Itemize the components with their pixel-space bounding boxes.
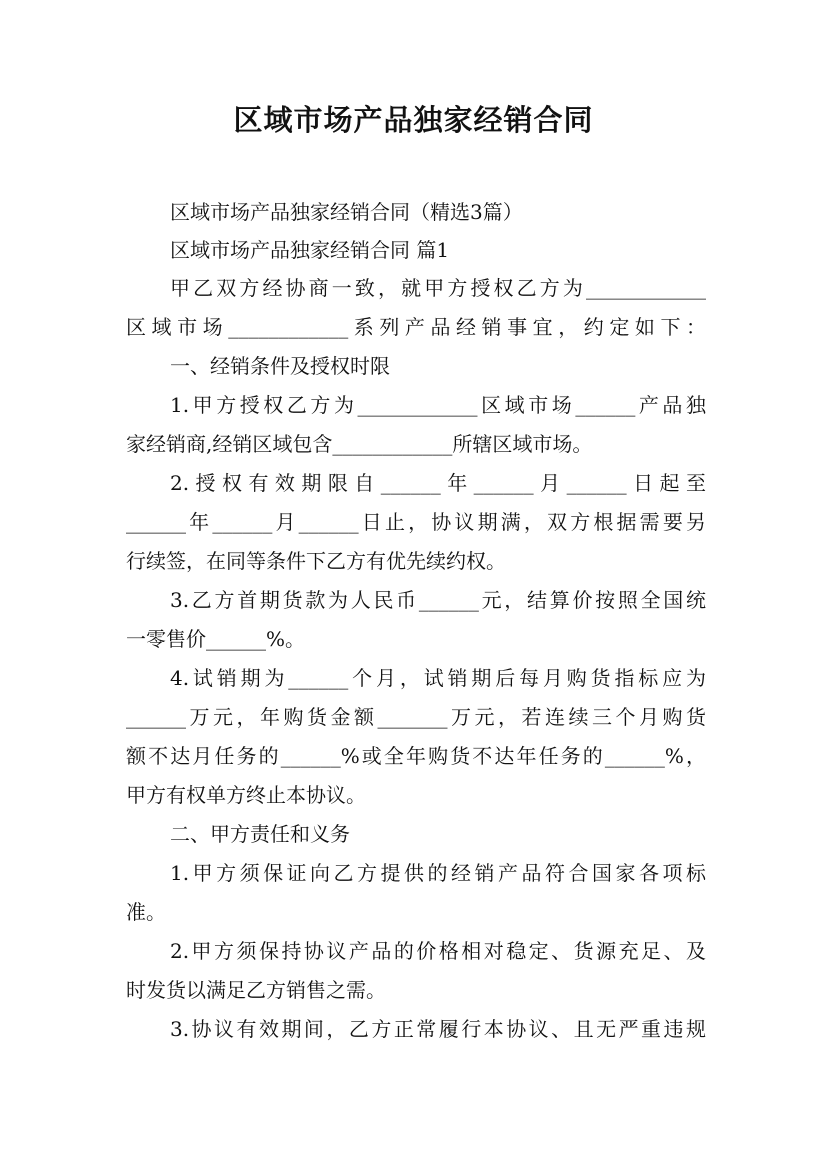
paragraph-line: 甲乙双方经协商一致，就甲方授权乙方为____________ <box>170 276 706 300</box>
clause-heading: 二、甲方责任和义务 <box>170 822 350 846</box>
paragraph-line: ______年______月______日止，协议期满，双方根据需要另 <box>126 510 706 534</box>
paragraph-line: 一零售价______%。 <box>126 627 306 651</box>
clause-heading: 一、经销条件及授权时限 <box>170 354 390 378</box>
paragraph-line: 4.试销期为______个月，试销期后每月购货指标应为 <box>170 666 706 690</box>
paragraph-line: 甲方有权单方终止本协议。 <box>126 783 366 807</box>
paragraph-line: 2.授权有效期限自______年______月______日起至 <box>170 471 706 495</box>
paragraph-line: 3.乙方首期货款为人民币______元，结算价按照全国统 <box>170 588 706 612</box>
paragraph-line: 1.甲方须保证向乙方提供的经销产品符合国家各项标 <box>170 861 706 885</box>
paragraph-line: 家经销商,经销区域包含____________所辖区域市场。 <box>126 432 593 456</box>
paragraph-line: 额不达月任务的______%或全年购货不达年任务的______%， <box>126 744 706 768</box>
paragraph-line: 行续签，在同等条件下乙方有优先续约权。 <box>126 549 506 573</box>
paragraph-line: ______万元，年购货金额_______万元，若连续三个月购货 <box>126 705 706 729</box>
section-heading: 区域市场产品独家经销合同 篇1 <box>170 238 450 262</box>
paragraph-line: 时发货以满足乙方销售之需。 <box>126 978 386 1002</box>
document-title: 区域市场产品独家经销合同 <box>233 103 594 137</box>
paragraph-line: 3.协议有效期间，乙方正常履行本协议、且无严重违规 <box>170 1017 706 1041</box>
paragraph-line: 区域市场____________系列产品经销事宜，约定如下： <box>126 315 706 339</box>
paragraph-line: 1.甲方授权乙方为____________区域市场______产品独 <box>170 393 706 417</box>
paragraph-line: 准。 <box>126 900 166 924</box>
document-subtitle: 区域市场产品独家经销合同（精选3篇） <box>170 200 523 224</box>
paragraph-line: 2.甲方须保持协议产品的价格相对稳定、货源充足、及 <box>170 939 706 963</box>
